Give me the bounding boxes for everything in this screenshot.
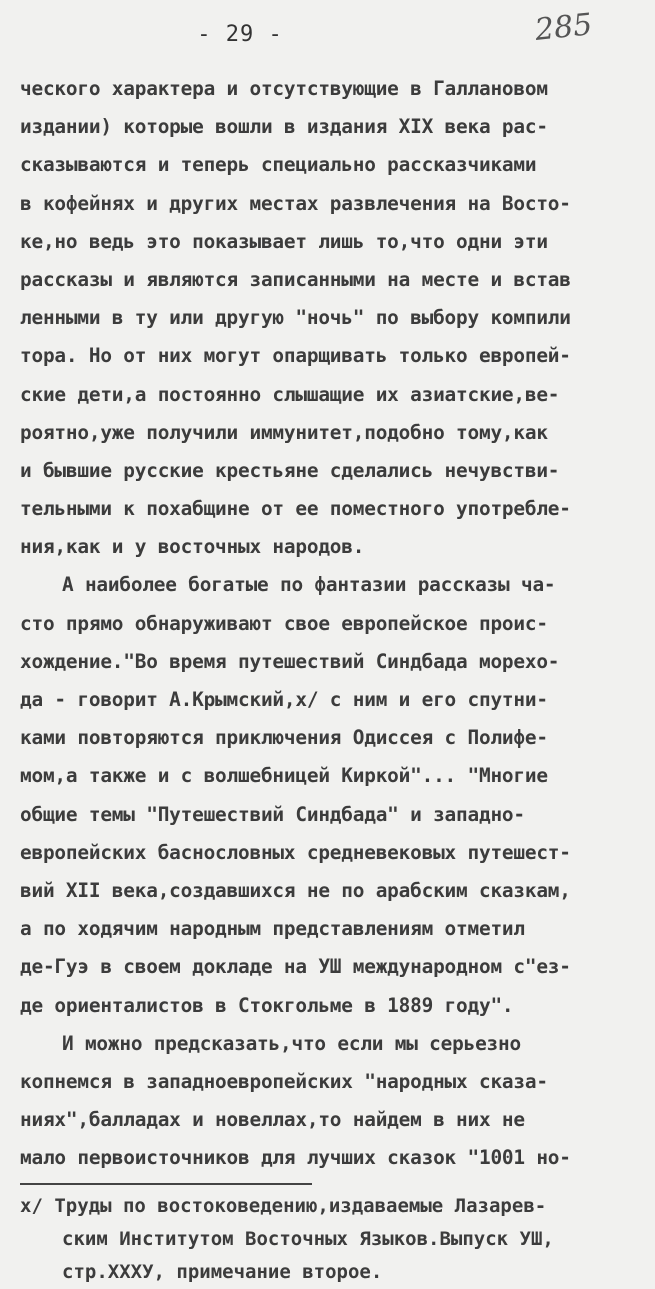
text-line: копнемся в западноевропейских "народных сказа- (20, 1069, 548, 1093)
text-line: да - говорит А.Крымский,x/ с ним и его спутни- (20, 688, 548, 711)
text-line: де ориенталистов в Стокгольме в 1889 году". (20, 993, 514, 1017)
text-line: сто прямо обнаруживают свое европейское проис- (20, 611, 548, 635)
text-line: хождение."Во время путешествий Синдбада морехо- (20, 649, 560, 673)
text-line: ке,но ведь это показывает лишь то,что одни эти (20, 229, 548, 253)
footnote (20, 1190, 650, 1289)
text-line: общие темы "Путешествий Синдбада" и западно- (20, 802, 525, 826)
text-line: ниях",балладах и новеллах,то найдем в них не (20, 1108, 525, 1132)
body-text (20, 70, 650, 1177)
text-line: роятно,уже получили иммунитет,подобно тому,как (20, 420, 548, 444)
text-line: европейских баснословных средневековых путешест- (20, 840, 571, 864)
footnote-divider (20, 1183, 312, 1185)
text-line: в кофейнях и других местах развлечения на Восто- (20, 191, 571, 215)
text-line: мом,а также и с волшебницей Киркой"... "Многие (20, 764, 548, 788)
text-line: а по ходячим народным представлениям отметил (20, 917, 525, 941)
text-line: ческого характера и отсутствующие в Галлановом (20, 77, 548, 100)
text-line: тельными к похабщине от ее поместного употребле- (20, 497, 571, 521)
text-line: ские дети,а постоянно слышащие их азиатские,ве- (20, 382, 560, 406)
text-line: ния,как и у восточных народов. (20, 535, 365, 559)
text-line: А наиболее богатые по фантазии рассказы ча- (62, 573, 556, 597)
text-line: де-Гуэ в своем докладе на УШ международном с"ез- (20, 955, 571, 979)
text-line: вий XII века,создавшихся не по арабским сказкам, (20, 878, 571, 902)
text-line: тора. Но от них могут опарщивать только европей- (20, 344, 571, 368)
text-line: ленными в ту или другую "ночь" по выбору компили (20, 306, 571, 330)
text-line: рассказы и являются записанными на месте и встав (20, 267, 571, 291)
text-line: мало первоисточников для лучших сказок "1001 но- (20, 1146, 571, 1170)
text-line: и бывшие русские крестьяне сделались нечувстви- (20, 458, 560, 482)
text-line: сказываются и теперь специально рассказчиками (20, 153, 537, 177)
footnote-line: стр.XXXУ, примечание второе. (62, 1261, 383, 1283)
text-line: издании) которые вошли в издания XIX века рас- (20, 115, 548, 139)
handwritten-page-number: 285 (533, 7, 594, 48)
text-line: И можно предсказать,что если мы серьезно (62, 1031, 521, 1055)
footnote-line: x/ Труды по востоковедению,издаваемые Лазарев- (20, 1195, 547, 1217)
page-number: - 29 - (197, 22, 283, 47)
text-line: ками повторяются приключения Одиссея с Полифе- (20, 726, 548, 750)
footnote-line: ским Институтом Восточных Языков.Выпуск УШ, (62, 1228, 554, 1250)
